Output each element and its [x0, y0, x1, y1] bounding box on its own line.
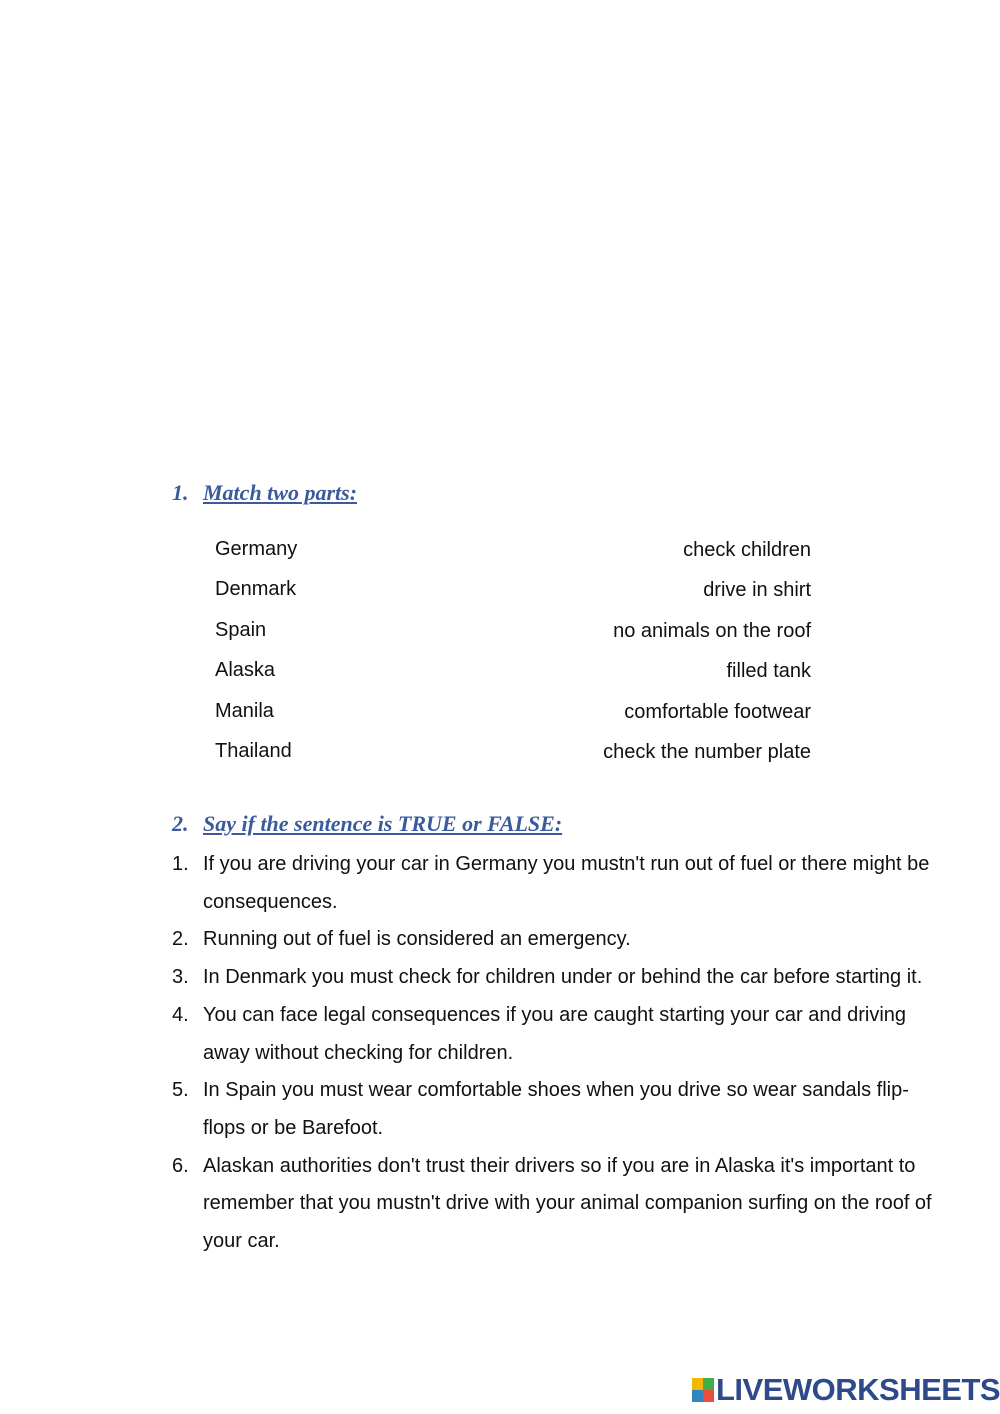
statement-item — [172, 959, 932, 997]
statement-text: If you are driving your car in Germany you mustn't run out of fuel or there might be consequences. — [203, 853, 930, 913]
statement-text: You can face legal consequences if you are caught starting your car and driving away without checking for children. — [203, 1003, 907, 1064]
match-left-item: Germany — [215, 538, 298, 560]
statement-number: 4. — [172, 1003, 189, 1026]
statement-item — [172, 1072, 932, 1147]
statement-text: Running out of fuel is considered an emergency. — [203, 928, 631, 951]
section-1-number: 1. — [172, 480, 189, 505]
match-left-item: Manila — [215, 700, 274, 722]
match-right-item: check children — [683, 539, 811, 561]
statement-number: 1. — [172, 853, 189, 875]
section-2-number: 2. — [172, 811, 189, 836]
liveworksheets-logo — [692, 1374, 1000, 1406]
statement-text: In Denmark you must check for children under or behind the car before starting it. — [203, 966, 923, 989]
statement-number: 6. — [172, 1154, 189, 1177]
statement-text: In Spain you must wear comfortable shoes when you drive so wear sandals flip-flops or be Barefoot. — [203, 1079, 909, 1139]
statement-item — [172, 921, 932, 959]
match-left-item: Thailand — [215, 740, 292, 762]
statement-number: 2. — [172, 928, 189, 951]
logo-square — [703, 1378, 714, 1390]
section-1-heading — [172, 480, 357, 506]
statement-item — [172, 997, 932, 1072]
statement-number: 3. — [172, 966, 189, 989]
match-left-item: Denmark — [215, 578, 297, 600]
logo-square — [703, 1390, 714, 1402]
match-right-item: check the number plate — [603, 741, 811, 763]
match-left-item: Spain — [215, 619, 267, 641]
section-2-title: Say if the sentence is TRUE or FALSE: — [203, 811, 563, 836]
logo-square — [692, 1390, 703, 1402]
match-right-item: drive in shirt — [703, 579, 811, 601]
match-right-item: comfortable footwear — [624, 701, 811, 723]
statement-text: Alaskan authorities don't trust their drivers so if you are in Alaska it's important to remember that you mustn't drive with your animal companion surfing on the roof of your car. — [203, 1154, 932, 1253]
logo-square — [692, 1378, 703, 1390]
section-2-heading — [172, 811, 562, 837]
statement-number: 5. — [172, 1079, 189, 1102]
match-left-item: Alaska — [215, 659, 276, 681]
statement-item — [172, 846, 932, 921]
statement-item — [172, 1148, 932, 1261]
liveworksheets-logo-icon — [692, 1378, 714, 1402]
section-1-title: Match two parts: — [203, 480, 358, 505]
match-right-item: no animals on the roof — [613, 620, 811, 642]
true-false-list — [172, 846, 932, 1261]
match-right-item: filled tank — [726, 660, 811, 682]
liveworksheets-brand-text: LIVEWORKSHEETS — [716, 1372, 1000, 1407]
